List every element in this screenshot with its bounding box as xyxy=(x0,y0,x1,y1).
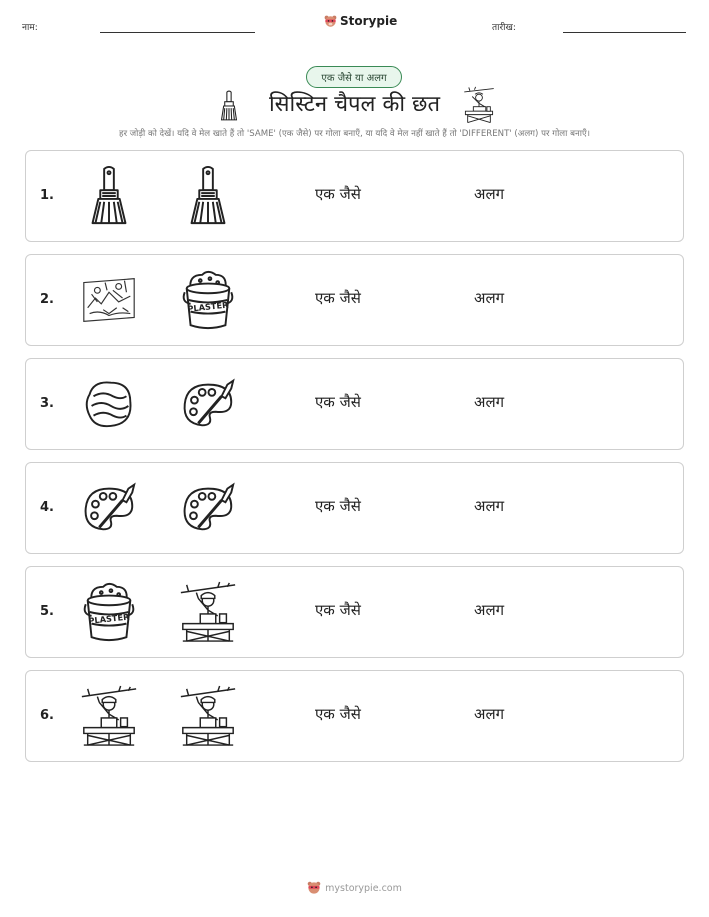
pair-row-6 xyxy=(25,670,684,762)
pair-row-2 xyxy=(25,254,684,346)
pair-row-3 xyxy=(25,358,684,450)
same-option[interactable]: एक जैसे xyxy=(315,289,361,307)
row-number: 3. xyxy=(40,396,54,411)
different-option[interactable]: अलग xyxy=(474,705,505,723)
pair-row-1 xyxy=(25,150,684,242)
date-line[interactable] xyxy=(563,32,686,33)
same-option[interactable]: एक जैसे xyxy=(315,705,361,723)
row-number: 1. xyxy=(40,188,54,203)
row-number: 4. xyxy=(40,500,54,515)
row-number: 6. xyxy=(40,708,54,723)
name-line[interactable] xyxy=(100,32,255,33)
brush-icon xyxy=(178,165,238,227)
painter-scaffold-icon xyxy=(462,86,496,124)
same-option[interactable]: एक जैसे xyxy=(315,185,361,203)
same-option[interactable]: एक जैसे xyxy=(315,497,361,515)
same-option[interactable]: एक जैसे xyxy=(315,393,361,411)
fresco-icon xyxy=(79,269,139,331)
page-title: सिस्टिन चैपल की छत xyxy=(268,92,441,117)
instructions: हर जोड़ी को देखें। यदि वे मेल खाते हैं तो 'SAME' (एक जैसे) पर गोला बनाएँ, या यदि वे मेल नहीं खाते हैं तो 'DIFFERENT' (अलग) पर गोला बनाएँ। xyxy=(119,129,590,139)
date-label: तारीख: xyxy=(492,23,516,33)
different-option[interactable]: अलग xyxy=(474,393,505,411)
palette-icon xyxy=(178,477,238,539)
different-option[interactable]: अलग xyxy=(474,497,505,515)
row-number: 5. xyxy=(40,604,54,619)
row-number: 2. xyxy=(40,292,54,307)
brand-logo xyxy=(324,14,397,28)
plaster-lump-icon xyxy=(79,373,139,435)
plaster-bucket-icon xyxy=(178,269,238,331)
same-option[interactable]: एक जैसे xyxy=(315,601,361,619)
pair-row-5 xyxy=(25,566,684,658)
painter-scaffold-icon xyxy=(79,685,139,747)
different-option[interactable]: अलग xyxy=(474,601,505,619)
name-label: नाम: xyxy=(22,23,38,33)
brand-name: Storypie xyxy=(340,14,398,28)
footer-url[interactable]: mystorypie.com xyxy=(325,882,402,894)
palette-icon xyxy=(79,477,139,539)
worksheet-type-badge: एक जैसे या अलग xyxy=(306,66,402,88)
painter-scaffold-icon xyxy=(178,581,238,643)
painter-scaffold-icon xyxy=(178,685,238,747)
storypie-bear-icon xyxy=(307,881,321,895)
different-option[interactable]: अलग xyxy=(474,185,505,203)
pair-row-4 xyxy=(25,462,684,554)
plaster-bucket-icon xyxy=(79,581,139,643)
different-option[interactable]: अलग xyxy=(474,289,505,307)
storypie-bear-icon xyxy=(324,15,337,28)
brush-icon xyxy=(79,165,139,227)
palette-icon xyxy=(178,373,238,435)
footer xyxy=(0,881,709,895)
